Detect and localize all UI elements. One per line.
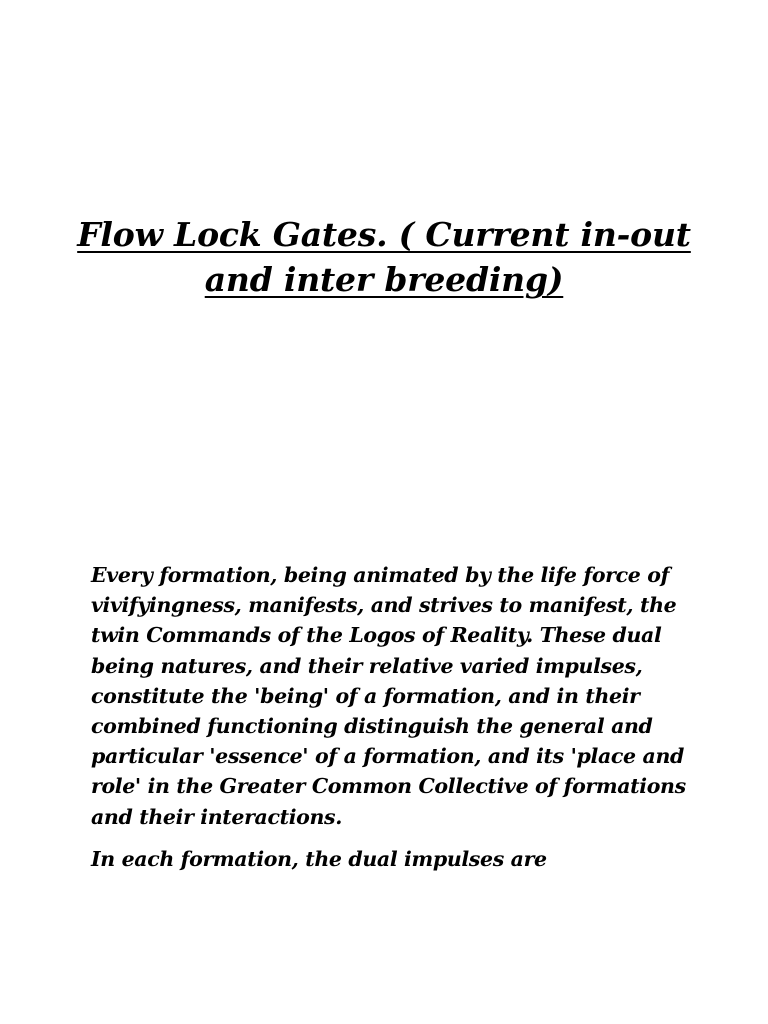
document-body	[91, 560, 691, 886]
paragraph-2: In each formation, the dual impulses are	[91, 846, 547, 871]
paragraph-1: Every formation, being animated by the life force of vivifyingness, manifests, and strives to manifest, the twin Commands of the Logos of Reality. These dual being natures, and their relative varied impulses, constitute the 'being' of a formation, and in their combined functioning distinguish the general and particular 'essence' of a formation, and its 'place and role' in the Greater Common Collective of formations and their interactions.	[91, 563, 686, 829]
document-title: Flow Lock Gates. ( Current in-out and inter breeding)	[77, 215, 691, 299]
